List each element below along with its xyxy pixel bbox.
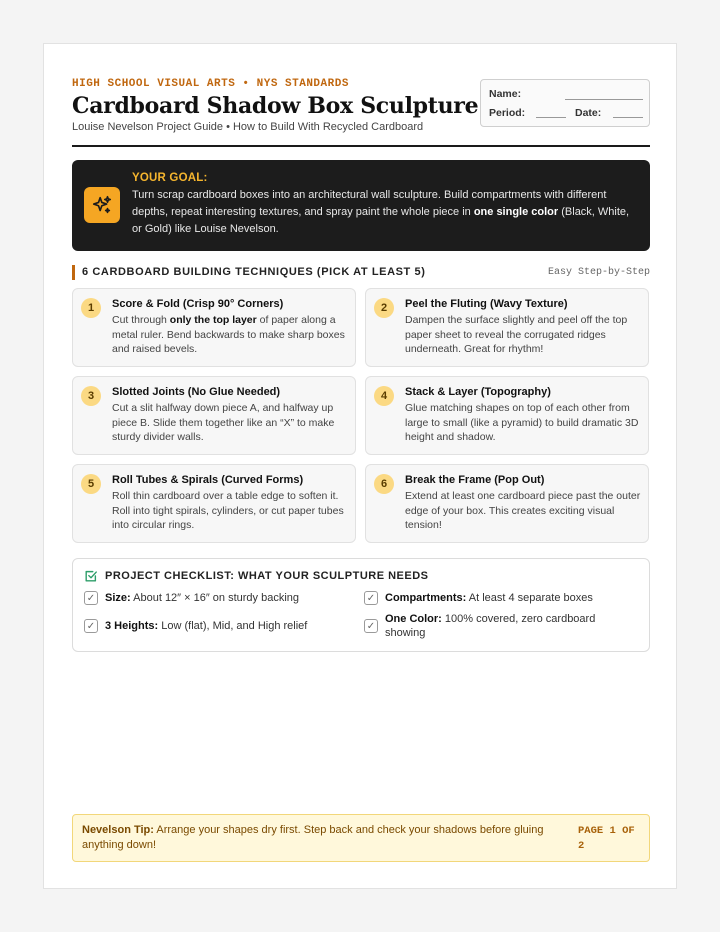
technique-card-3: [72, 376, 356, 455]
technique-description: Extend at least one cardboard piece past the outer edge of your box. This creates exciting visual tension!: [405, 490, 641, 531]
checklist-item-compartments: Compartments: At least 4 separate boxes: [385, 592, 593, 604]
tip-text: Nevelson Tip: Arrange your shapes dry first. Step back and check your shadows before gluing anything down!: [82, 824, 544, 851]
step-number-badge: 1: [81, 298, 101, 318]
checkbox-icon: [84, 569, 98, 588]
page-number: PAGE 1 OF 2: [578, 825, 635, 852]
checklist-item-color: One Color: 100% covered, zero cardboard showing: [385, 613, 596, 639]
project-checklist: [72, 558, 650, 652]
checklist-checkbox-compartments[interactable]: ✓: [364, 591, 378, 605]
techniques-heading: 6 CARDBOARD BUILDING TECHNIQUES (PICK AT LEAST 5): [82, 266, 426, 278]
header-divider: [72, 145, 650, 147]
checklist-item-size: Size: About 12″ × 16″ on sturdy backing: [105, 592, 300, 604]
nevelson-tip-box: [72, 814, 650, 862]
step-number-badge: 4: [374, 386, 394, 406]
checklist-checkbox-size[interactable]: ✓: [84, 591, 98, 605]
technique-description: Cut a slit halfway down piece A, and halfway up piece B. Slide them together like an “X” to make sturdy divider walls.: [112, 402, 335, 443]
goal-label: YOUR GOAL:: [132, 172, 208, 184]
student-info-box: [480, 79, 650, 127]
checklist-item-heights: 3 Heights: Low (flat), Mid, and High relief: [105, 620, 308, 632]
sparkles-icon: [84, 187, 120, 223]
goal-text: Turn scrap cardboard boxes into an architectural wall sculpture. Build compartments with different depths, repeat interesting textures, and spray paint the whole piece in one single color (Black, White, or Gold) like Louise Nevelson.: [132, 189, 630, 235]
date-field[interactable]: [613, 117, 643, 118]
technique-card-6: [365, 464, 649, 543]
technique-description: Roll thin cardboard over a table edge to soften it. Roll into tight spirals, cylinders, or cut paper tubes into circular rings.: [112, 490, 344, 531]
technique-description: Cut through only the top layer of paper along a metal ruler. Bend backwards to make sharp boxes and raised bevels.: [112, 314, 345, 355]
step-number-badge: 3: [81, 386, 101, 406]
page-title: Cardboard Shadow Box Sculpture: [72, 93, 479, 119]
technique-title: Roll Tubes & Spirals (Curved Forms): [112, 474, 304, 486]
goal-box: [72, 160, 650, 251]
section-accent-bar: [72, 265, 75, 280]
date-label: Date:: [575, 107, 602, 119]
period-field[interactable]: [536, 117, 566, 118]
technique-title: Stack & Layer (Topography): [405, 386, 551, 398]
page-subtitle: Louise Nevelson Project Guide • How to Build With Recycled Cardboard: [72, 121, 424, 133]
technique-card-1: [72, 288, 356, 367]
technique-card-4: [365, 376, 649, 455]
technique-card-5: [72, 464, 356, 543]
technique-title: Peel the Fluting (Wavy Texture): [405, 298, 568, 310]
technique-description: Glue matching shapes on top of each other from large to small (like a pyramid) to build dramatic 3D height and shadow.: [405, 402, 639, 443]
technique-title: Slotted Joints (No Glue Needed): [112, 386, 281, 398]
course-kicker: HIGH SCHOOL VISUAL ARTS • NYS STANDARDS: [72, 78, 349, 90]
worksheet-page: [43, 43, 677, 889]
technique-card-2: [365, 288, 649, 367]
step-number-badge: 6: [374, 474, 394, 494]
period-label: Period:: [489, 107, 526, 119]
name-field[interactable]: [565, 99, 643, 100]
checklist-checkbox-heights[interactable]: ✓: [84, 619, 98, 633]
name-label: Name:: [489, 88, 522, 100]
checklist-title: PROJECT CHECKLIST: WHAT YOUR SCULPTURE NEEDS: [105, 570, 429, 582]
step-number-badge: 2: [374, 298, 394, 318]
technique-title: Break the Frame (Pop Out): [405, 474, 545, 486]
technique-title: Score & Fold (Crisp 90° Corners): [112, 298, 284, 310]
step-number-badge: 5: [81, 474, 101, 494]
checklist-checkbox-color[interactable]: ✓: [364, 619, 378, 633]
technique-description: Dampen the surface slightly and peel off the top paper sheet to reveal the corrugated ridges underneath. Great for rhythm!: [405, 314, 628, 355]
techniques-tagline: Easy Step-by-Step: [547, 267, 650, 278]
